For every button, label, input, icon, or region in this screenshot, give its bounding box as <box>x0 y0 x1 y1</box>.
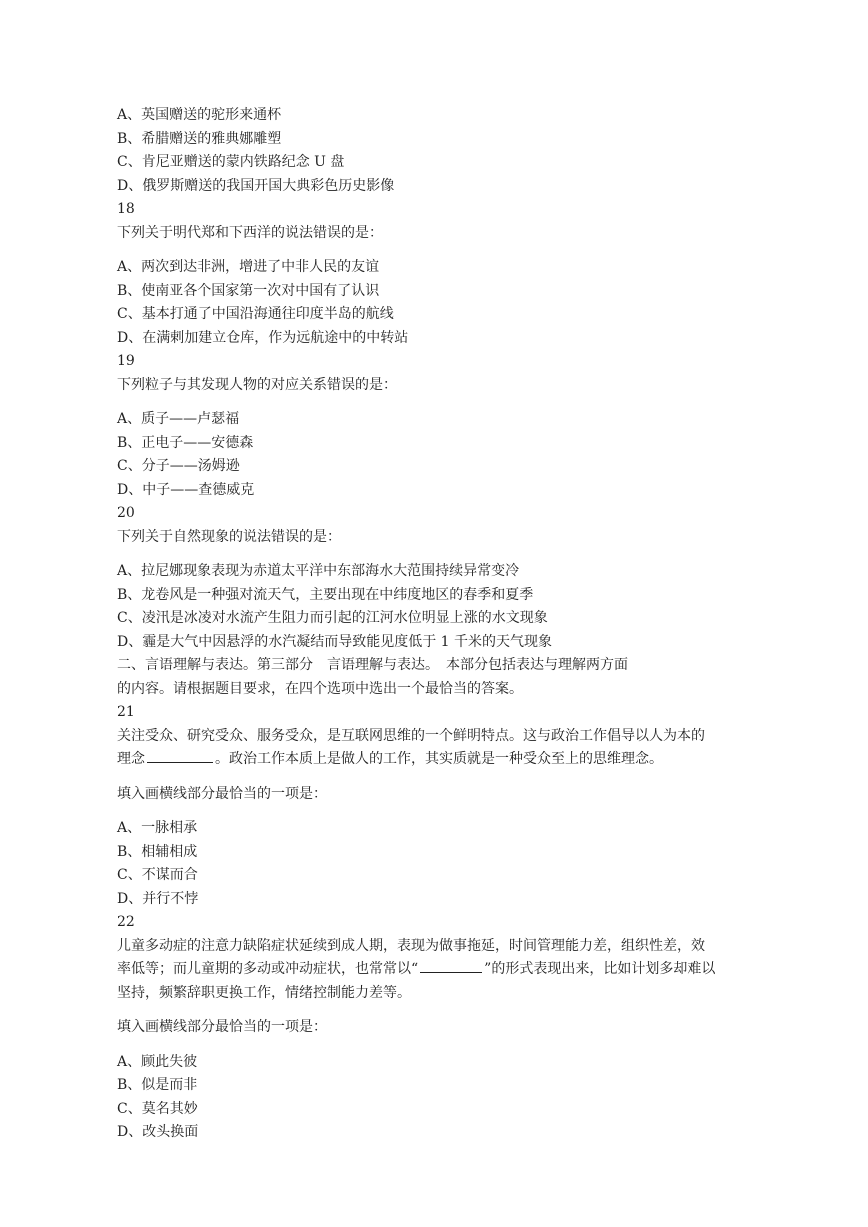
question-19 <box>117 350 797 502</box>
q20-option-d: D、霾是大气中因悬浮的水汽凝结而导致能见度低于 1 千米的天气现象 <box>117 633 553 650</box>
q17-option-c: C、肯尼亚赠送的蒙内铁路纪念 U 盘 <box>117 154 345 170</box>
q22-number: 22 <box>117 914 135 930</box>
q21-number: 21 <box>117 704 135 720</box>
question-22 <box>117 911 797 1145</box>
question-20 <box>117 502 797 654</box>
q18-option-a: A、两次到达非洲，增进了中非人民的友谊 <box>117 259 380 275</box>
q22-option-c: C、莫名其妙 <box>117 1100 198 1117</box>
q21-text-line-1: 关注受众、研究受众、服务受众，是互联网思维的一个鲜明特点。这与政治工作倡导以人为本的 <box>117 727 705 744</box>
q17-option-d: D、俄罗斯赠送的我国开国大典彩色历史影像 <box>117 177 395 194</box>
q19-option-a: A、质子——卢瑟福 <box>117 411 240 427</box>
q22-option-a: A、顾此失彼 <box>117 1053 198 1070</box>
section-2-line-1: 二、言语理解与表达。第三部分 言语理解与表达。 本部分包括表达与理解两方面 <box>117 657 628 673</box>
question-18 <box>117 198 797 350</box>
q18-option-b: B、使南亚各个国家第一次对中国有了认识 <box>117 282 380 299</box>
q17-option-a: A、英国赠送的驼形来通杯 <box>117 107 282 123</box>
section-2-intro <box>117 654 797 701</box>
q20-option-a: A、拉尼娜现象表现为赤道太平洋中东部海水大范围持续异常变冷 <box>117 563 520 579</box>
q17-option-b: B、希腊赠送的雅典娜雕塑 <box>117 130 282 147</box>
q22-option-d: D、改头换面 <box>117 1124 199 1140</box>
q19-stem: 下列粒子与其发现人物的对应关系错误的是： <box>117 376 397 393</box>
q21-option-a: A、一脉相承 <box>117 820 198 836</box>
q18-option-d: D、在满剌加建立仓库，作为远航途中的中转站 <box>117 329 409 346</box>
q21-fill-blank <box>147 748 213 763</box>
q21-prompt: 填入画横线部分最恰当的一项是： <box>117 785 327 802</box>
q22-text-before-blank: 率低等；而儿童期的多动或冲动症状，也常常以“ <box>117 961 419 977</box>
q21-text-after-blank: 。政治工作本质上是做人的工作，其实质就是一种受众至上的思维理念。 <box>215 751 663 767</box>
q22-text-line-1: 儿童多动症的注意力缺陷症状延续到成人期，表现为做事拖延，时间管理能力差，组织性差，效 <box>117 937 705 954</box>
q22-prompt: 填入画横线部分最恰当的一项是： <box>117 1019 327 1035</box>
q22-option-b: B、似是而非 <box>117 1077 198 1093</box>
section-2-line-2: 的内容。请根据题目要求，在四个选项中选出一个最恰当的答案。 <box>117 680 523 697</box>
document-page <box>117 104 797 1145</box>
q18-stem: 下列关于明代郑和下西洋的说法错误的是： <box>117 224 383 241</box>
q22-text-line-3: 坚持，频繁辞职更换工作，情绪控制能力差等。 <box>117 984 411 1001</box>
q22-text-line-2 <box>117 958 797 982</box>
q19-option-d: D、中子——查德威克 <box>117 481 255 498</box>
q20-stem: 下列关于自然现象的说法错误的是： <box>117 528 341 545</box>
q21-option-b: B、相辅相成 <box>117 843 198 860</box>
q20-option-c: C、凌汛是冰凌对水流产生阻力而引起的江河水位明显上涨的水文现象 <box>117 610 548 626</box>
q19-number: 19 <box>117 353 135 369</box>
q22-fill-blank <box>420 958 482 973</box>
q19-option-c: C、分子——汤姆逊 <box>117 458 240 474</box>
q18-option-c: C、基本打通了中国沿海通往印度半岛的航线 <box>117 306 394 322</box>
q17-options <box>117 104 797 198</box>
q21-option-c: C、不谋而合 <box>117 867 198 883</box>
question-21 <box>117 701 797 911</box>
q19-option-b: B、正电子——安德森 <box>117 434 254 451</box>
q20-option-b: B、龙卷风是一种强对流天气，主要出现在中纬度地区的春季和夏季 <box>117 586 534 603</box>
q21-text-before-blank: 理念 <box>117 751 145 767</box>
q22-text-after-blank: ”的形式表现出来，比如计划多却难以 <box>484 961 716 977</box>
q21-text-line-2 <box>117 748 797 772</box>
q20-number: 20 <box>117 505 135 521</box>
q21-option-d: D、并行不悖 <box>117 890 199 907</box>
q18-number: 18 <box>117 201 135 217</box>
